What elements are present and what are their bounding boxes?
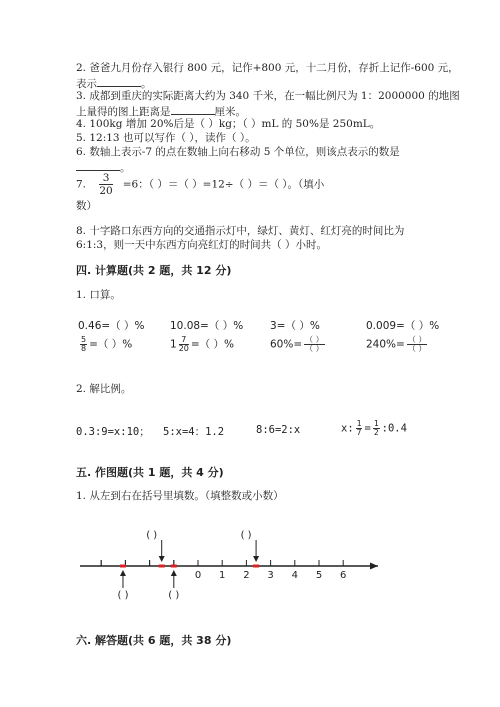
- pointer-arrowhead: [120, 570, 126, 576]
- calc2-item-4: [341, 420, 407, 437]
- section-5-title: 五. 作图题(共 1 题，共 4 分): [76, 466, 224, 479]
- frac-den: （ ）: [407, 344, 427, 353]
- calc1-head-8: 240%=: [366, 338, 405, 351]
- tick-label: 5: [315, 570, 323, 581]
- calc2-head: x:: [341, 422, 354, 435]
- calc2-item-1: 0.3:9=x:10；: [76, 426, 150, 438]
- calc2-tail: :0.4: [381, 422, 407, 435]
- calc1-item-4: 0.009=（ ）%: [366, 320, 440, 332]
- calc1-frac-5: [80, 336, 87, 353]
- calc1-tail-5: =（ ）%: [89, 338, 133, 351]
- frac-num: 1: [356, 419, 362, 428]
- frac-den: （ ）: [305, 344, 324, 353]
- q7-rest: =6：（ ）＝（ ）=12÷（ ）＝（ ）。（填小: [122, 178, 325, 191]
- answer-paren-upper: ( ): [146, 530, 158, 541]
- calc1-frac-7: [304, 336, 325, 353]
- draw1-title: 1. 从左到右在括号里填数。（填整数或小数）: [76, 490, 284, 502]
- frac-num: 1: [373, 419, 379, 428]
- q8-line2: 6:1:3，则一天中东西方向亮红灯的时间共（ ）小时。: [76, 239, 327, 251]
- tick-label: 2: [243, 570, 250, 581]
- calc1-item-5: [78, 336, 132, 353]
- q7-label: 7.: [76, 178, 87, 191]
- q6-line1: 6. 数轴上表示-7 的点在数轴上向右移动 5 个单位，则该点表示的数是: [76, 146, 400, 158]
- pointer-arrowhead: [253, 556, 259, 562]
- calc2-frac-2: [373, 420, 380, 437]
- q7-line2: 数）: [76, 200, 97, 212]
- q4-text: 4. 100kg 增加 20%后是（ ）kg；（ ）mL 的 50%是 250mL。: [76, 118, 381, 130]
- pointer-arrowhead: [159, 556, 165, 562]
- answer-paren-lower: ( ): [168, 590, 180, 601]
- q7-frac-num: 3: [99, 172, 112, 185]
- calc1-item-7: [270, 336, 327, 353]
- q3-line1: 3. 成都到重庆的实际距离大约为 340 千米，在一幅比例尺为 1：2000000 的地图: [76, 90, 460, 102]
- calc1-tail-6: =（ ）%: [190, 338, 234, 351]
- calc1-item-3: 3=（ ）%: [270, 320, 320, 332]
- frac-den: 20: [178, 344, 189, 353]
- frac-num: （ ）: [305, 335, 324, 344]
- q3-line2: [76, 104, 246, 119]
- calc1-item-8: [366, 336, 429, 353]
- calc2-title: 2. 解比例。: [76, 383, 132, 395]
- calc1-item-1: 0.46=（ ）%: [78, 320, 145, 332]
- q7-line1: [76, 172, 324, 197]
- q8-line1: 8. 十字路口东西方向的交通指示灯中，绿灯、黄灯、红灯亮的时间比为: [76, 225, 405, 237]
- tick-label: 4: [291, 570, 298, 581]
- tick-label: 3: [267, 570, 274, 581]
- q3-prefix: 上量得的图上距离是: [76, 106, 171, 118]
- tick-label: 6: [340, 570, 347, 581]
- tick-label: 0: [194, 570, 202, 581]
- calc1-item-2: 10.08=（ ）%: [170, 320, 244, 332]
- frac-num: 5: [81, 335, 87, 344]
- q3-blank[interactable]: [171, 104, 215, 115]
- calc2-mid: =: [364, 422, 371, 435]
- calc2-frac-1: [356, 420, 363, 437]
- number-line-figure: [0, 520, 500, 610]
- answer-paren-upper: ( ): [240, 530, 252, 541]
- calc1-frac-8: [407, 336, 428, 353]
- calc2-item-2: 5:x=4：1.2: [163, 426, 225, 438]
- q2-prefix: 表示: [76, 78, 97, 90]
- q6-blank[interactable]: [76, 160, 120, 171]
- frac-den: 2: [373, 428, 379, 437]
- axis-arrowhead: [370, 563, 378, 570]
- frac-den: 8: [81, 344, 87, 353]
- calc2-item-3: 8:6=2:x: [256, 424, 301, 436]
- q5-text: 5. 12:13 也可以写作（ ），读作（ ）。: [76, 132, 256, 144]
- frac-num: 7: [179, 336, 189, 345]
- calc1-frac-6: [179, 336, 189, 353]
- calc1-head-7: 60%=: [270, 338, 303, 351]
- calc1-item-6: [170, 336, 234, 353]
- tick-label: 1: [219, 570, 226, 581]
- q2-line2: [76, 76, 152, 91]
- section-4-title: 四. 计算题(共 2 题，共 12 分): [76, 264, 232, 277]
- calc1-title: 1. 口算。: [76, 289, 121, 301]
- section-6-title: 六. 解答题(共 6 题，共 38 分): [76, 634, 232, 647]
- q2-line1: 2. 爸爸九月份存入银行 800 元，记作+800 元，十二月份，存折上记作-600 元，: [76, 62, 459, 74]
- frac-num: （ ）: [407, 335, 427, 344]
- q2-suffix: 。: [141, 78, 152, 90]
- q7-fraction: [99, 172, 112, 197]
- mixed-whole: 1: [170, 338, 177, 351]
- q2-blank[interactable]: [97, 76, 141, 87]
- answer-paren-lower: ( ): [117, 590, 129, 601]
- q7-frac-den: 20: [99, 185, 113, 197]
- frac-den: 7: [356, 428, 362, 437]
- pointer-arrowhead: [171, 570, 177, 576]
- q3-suffix: 厘米。: [214, 106, 246, 118]
- q6-suffix: 。: [120, 162, 131, 174]
